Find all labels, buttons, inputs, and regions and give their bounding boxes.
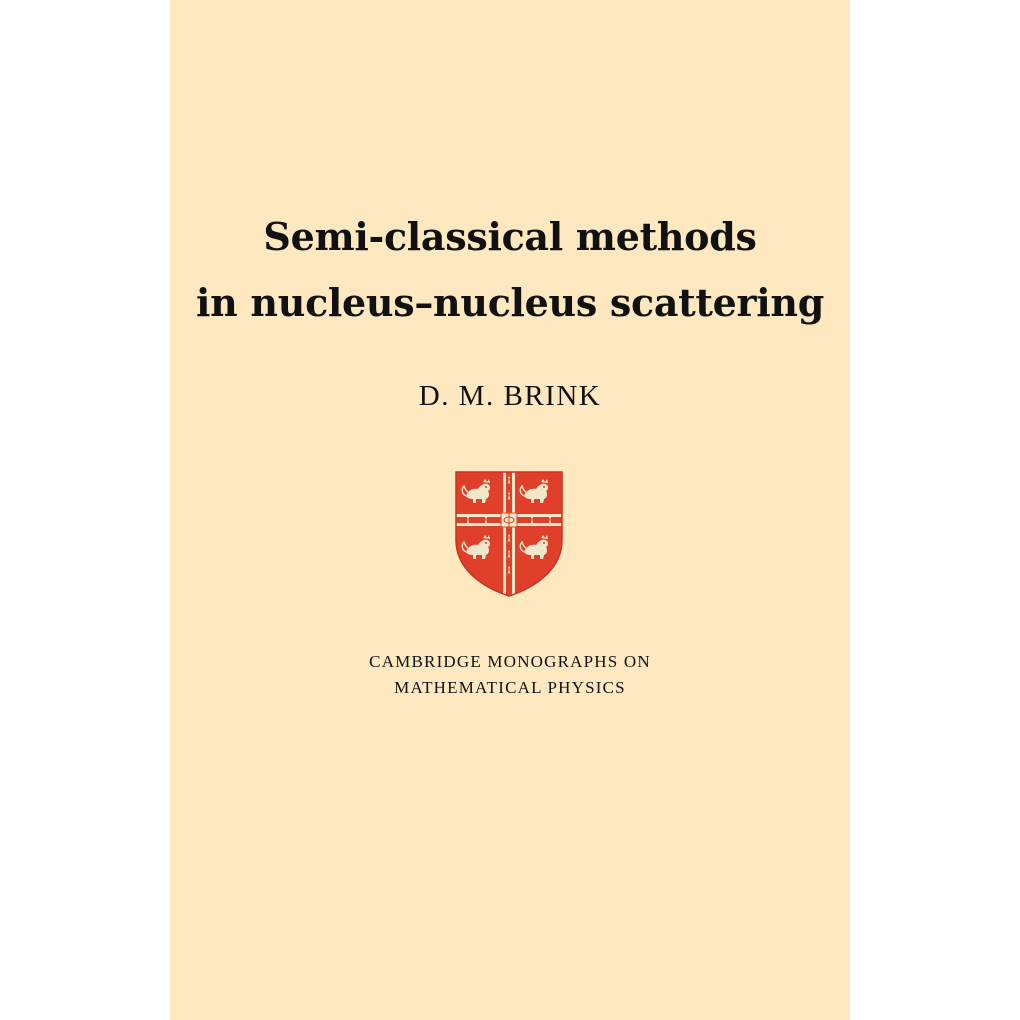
series-name-line-1: CAMBRIDGE MONOGRAPHS ON — [369, 652, 651, 671]
university-crest-icon — [454, 470, 564, 598]
book-title-line-1: Semi-classical methods — [263, 214, 757, 259]
book-author: D. M. BRINK — [418, 380, 602, 412]
book-title-line-2: in nucleus–nucleus scattering — [196, 280, 824, 325]
series-name-line-2: MATHEMATICAL PHYSICS — [394, 678, 626, 697]
book-cover — [170, 0, 850, 1020]
